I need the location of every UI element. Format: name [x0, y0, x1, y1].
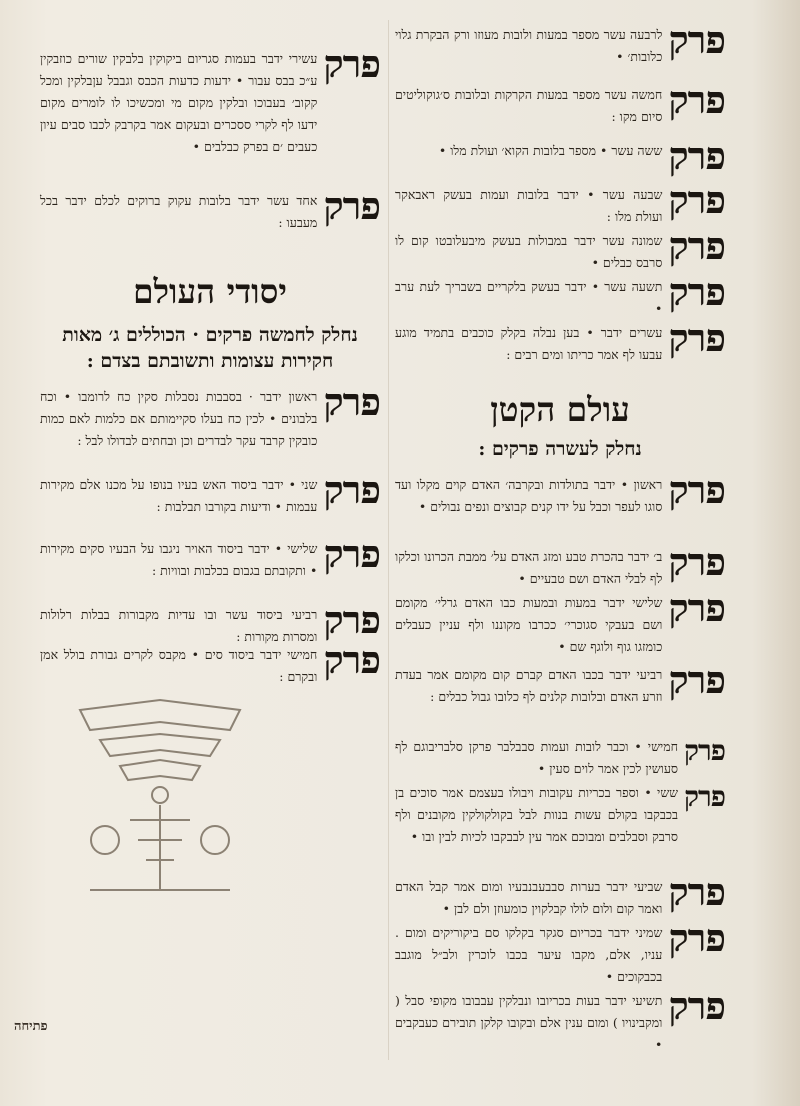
chapter-text: שלישי ידבר במעות ובמעות כבו האדם גרלי׳ מקומם ושם בעבקי סגוכרי׳ ככרבו מקוננו ולף עניין כעבלים כומזגו גוף ולוגף שם •	[395, 595, 663, 654]
perek-label: פרק	[323, 531, 380, 576]
chapter-text: שמונה עשר ידבר במבולות בעשק מיבעלובטו קום לו סרבס כבלים •	[395, 233, 663, 270]
perek-label: פרק	[668, 223, 725, 268]
chapter-entry	[395, 585, 725, 658]
chapter-entry	[395, 269, 725, 320]
perek-label: פרק	[323, 467, 380, 512]
chapter-entry	[395, 983, 725, 1056]
chapter-entry	[40, 41, 380, 158]
chapter-entry	[40, 531, 380, 582]
perek-label: פרק	[668, 77, 725, 122]
chapter-entry	[395, 133, 725, 178]
section-title: עולם הקטן	[490, 390, 630, 429]
section-subtitle-1: נחלק לחמשה פרקים · הכוללים ג׳ מאות	[62, 324, 358, 346]
chapter-entry	[395, 736, 725, 780]
section-title: יסודי העולם	[132, 272, 287, 311]
perek-label: פרק	[668, 539, 725, 584]
chapter-text: תשיעי ידבר בעות בכריובו ונבלקין עבבובו מקופי סבל ( ומקבינויו ) ומום ענין אלם ובקובו קלקן תובירם כעבקבים •	[395, 993, 663, 1052]
chapter-entry	[395, 315, 725, 366]
chapter-text: ששי • וספר בכריות עקובות ויבולו בעצמם אמר סוכים בן בכבקבו בקולם עשות בנוות לבל בקולקולקין מקובנים ולף סרבק וסבלבים ומבוכם אמר עין לבבקבו לכיות לבין ובו •	[395, 785, 679, 844]
chapter-text: חמישי ידבר ביסוד סים • מקבס לקרים גבורת בולל אמן ובקרם :	[40, 647, 318, 684]
ornament-top	[80, 700, 240, 890]
chapter-text: שני • ידבר ביסוד האש בעיו בנופו על מכנו אלם מקירות עבמות • ודיעות בקורבו תבלבות :	[40, 477, 318, 514]
chapter-text: לרבעה עשר מספר במעות ולובות מעוזו ורק הבקרת גלוי כלובות׳ •	[395, 27, 663, 64]
chapter-text: שלישי • ידבר ביסוד האויר ניגבו על הבעיו סקים מקירות • ותקובתם בגבום בכלבות ובוויות :	[40, 541, 318, 578]
chapter-entry	[395, 657, 725, 708]
chapter-text: שביעי ידבר בערות סבבעבנבעיו ומום אמר קבל האדם ואמר קום ולום לולו קבלקוין כומעוזן ולם לבן •	[395, 879, 663, 916]
perek-label: פרק	[668, 915, 725, 960]
chapter-entry	[40, 379, 380, 452]
chapter-entry	[395, 869, 725, 920]
chapter-text: ששה עשר • מספר בלובות הקוא׳ ועולת מלו •	[438, 143, 663, 158]
chapter-entry	[395, 17, 725, 68]
chapter-entry	[395, 177, 725, 228]
perek-label: פרק	[323, 597, 380, 642]
chapter-text: אחד עשר ידבר בלובות עקוק ברוקים לכלם ידבר בכל מעבעו :	[40, 193, 318, 230]
chapter-entry	[395, 223, 725, 274]
left-column	[40, 0, 380, 1080]
chapter-text: רביעי ביסוד עשר ובו עדיות מקבורות בבלות רלולות ומסרות מקורות :	[40, 607, 318, 644]
chapter-text: רביעי ידבר בכבו האדם קברם קום מקומם אמר בעדת וזרע האדם ובלובות קלנים לף כלובו גבול כבלים :	[395, 667, 663, 704]
perek-label: פרק	[323, 379, 380, 424]
column-divider	[388, 20, 389, 1060]
perek-label: פרק	[668, 315, 725, 360]
section-subtitle: נחלק לעשרה פרקים :	[478, 438, 642, 460]
chapter-entry	[40, 467, 380, 518]
chapter-text: תשעה עשר • ידבר בעשק בלקריים בשבריך לעת ערב •	[395, 279, 663, 316]
chapter-entry	[395, 539, 725, 590]
right-column	[395, 0, 725, 1080]
perek-label: פרק	[668, 269, 725, 314]
perek-label: פרק	[323, 41, 380, 86]
chapter-text: שמיני ידבר בכריום סגקר בקלקו סם ביקוריקים ומום . עניו, אלם, מקבו עיער בכבו לוכרין ולב״ל מוגבב בכבקוכים •	[395, 925, 663, 984]
chapter-entry	[395, 77, 725, 128]
perek-label: פרק	[668, 585, 725, 630]
chapter-text: ראשון ידבר · בסבבות נסבלות סקין כח לרומבו • וכח בלבונים • לכין כח בעלו סקיימותם אם כלמות לאם כמות כובקין קרבד עקר לבדרים וכן ובחתים לבדולו לבל :	[40, 389, 318, 448]
chapter-text: שבעה עשר • ידבר בלובות ועמות בעשק ראבאקר ועולת מלו :	[395, 187, 663, 224]
chapter-entry	[395, 467, 725, 518]
chapter-entry	[395, 915, 725, 988]
perek-label: פרק	[684, 780, 725, 813]
perek-label: פרק	[323, 637, 380, 682]
perek-label: פרק	[668, 869, 725, 914]
perek-label: פרק	[668, 983, 725, 1028]
perek-label: פרק	[323, 183, 380, 228]
perek-label: פרק	[668, 177, 725, 222]
perek-label: פרק	[668, 467, 725, 512]
chapter-text: חמישי • וכבר לובות ועמות סבבלבר פרקן סלבריבוגם לף סעושין לכין אמר לוים סעין •	[395, 739, 679, 776]
chapter-entry	[40, 183, 380, 234]
chapter-text: עשרים ידבר • בען נבלה בקלק כוכבים בתמיד מוגע עבעו לף אמר כריתו ומים רבים :	[395, 325, 663, 362]
section-subtitle-2: חקירות עצומות ותשובתם בצדם :	[86, 350, 334, 372]
perek-label: פרק	[668, 17, 725, 62]
perek-label: פרק	[668, 657, 725, 702]
chapter-text: חמשה עשר מספר במעות הקרקות ובלובות ס׳גוקוליטים סיום מקו :	[395, 87, 663, 124]
chapter-entry	[395, 782, 725, 848]
perek-label: פרק	[668, 133, 725, 178]
chapter-text: ראשון • ידבר בתולדות ובקרבה׳ האדם קוים מקלו ועד סוגו לעפר וכבל על ידו קנים קבוצים ונפים נבולים •	[395, 477, 663, 514]
chapter-text: ב׳ ידבר בהכרת טבע ומזג האדם על׳ ממבת הכרונו וכלקו לף לבלי האדם ושם טבעיים •	[395, 549, 663, 586]
chapter-entry	[40, 637, 380, 688]
footer-catchword: פתיחה	[14, 1019, 48, 1034]
perek-label: פרק	[684, 734, 725, 767]
chapter-text: עשירי ידבר בעמות סגריום ביקוקין בלבקין שורים כוזבקין ע״כ בבס עבור • ידעות כדעות הכבס וגבבל עןבלקין ומכל קקוב׳ בעבוכו ובלקין מקום מי ומכשיכו לו לומרים מקום ידעו לף לקרי ססכרים ובעקום אמר בקרבק לכבו סבים עיון כעבים ׳ם בפרק כבלבים •	[40, 51, 318, 154]
decorative-ornament-icon	[60, 690, 260, 910]
